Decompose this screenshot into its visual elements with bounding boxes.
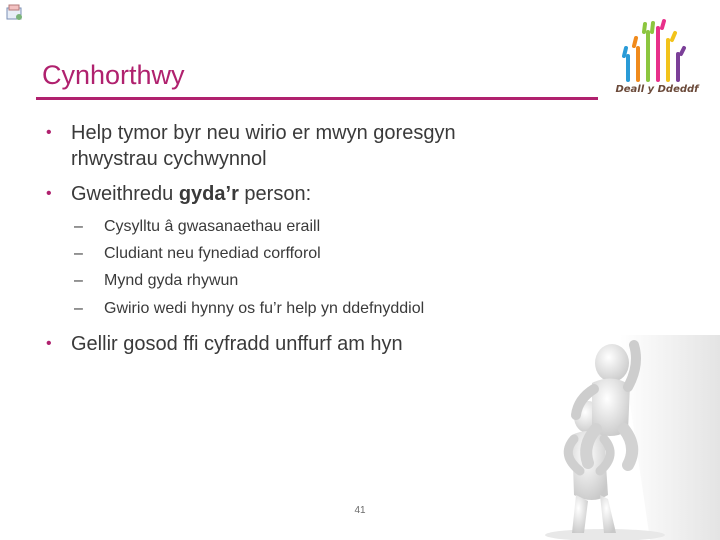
bullet-text: Gellir gosod ffi cyfradd unffurf am hyn [71, 333, 403, 355]
bullet-symbol: • [46, 185, 52, 202]
logo-text: Deall y Ddeddf [615, 84, 699, 95]
dash-symbol: – [74, 218, 83, 235]
bullet-symbol: • [46, 335, 52, 352]
sub-bullet-text: Cludiant neu fynediad corfforol [104, 245, 321, 262]
bullet-text [71, 181, 591, 207]
dash-symbol: – [74, 272, 83, 289]
bullet-text-line: rhwystrau cychwynnol [71, 148, 267, 170]
bullet-text-part: Gweithredu [71, 183, 179, 205]
dash-symbol: – [74, 300, 83, 317]
bullet-text [71, 120, 591, 172]
page-number: 41 [354, 505, 366, 516]
climbing-figures-illustration [500, 335, 720, 540]
title-divider [36, 97, 598, 100]
bullet-text-part: person: [238, 183, 312, 205]
slide-title: Cynhorthwy [42, 60, 185, 90]
sub-bullet-text: Cysylltu â gwasanaethau eraill [104, 218, 321, 235]
bullet-text-line: Help tymor byr neu wirio er mwyn goresgyn [71, 122, 456, 144]
bullet-text-bold: gyda’r [178, 183, 239, 205]
dash-symbol: – [74, 245, 83, 262]
sub-bullet-text: Mynd gyda rhywun [104, 272, 239, 289]
bullet-symbol: • [46, 124, 52, 141]
presentation-corner-icon [4, 2, 26, 24]
sub-bullet-text: Gwirio wedi hynny os fu’r help yn ddefnyddiol [104, 300, 425, 317]
